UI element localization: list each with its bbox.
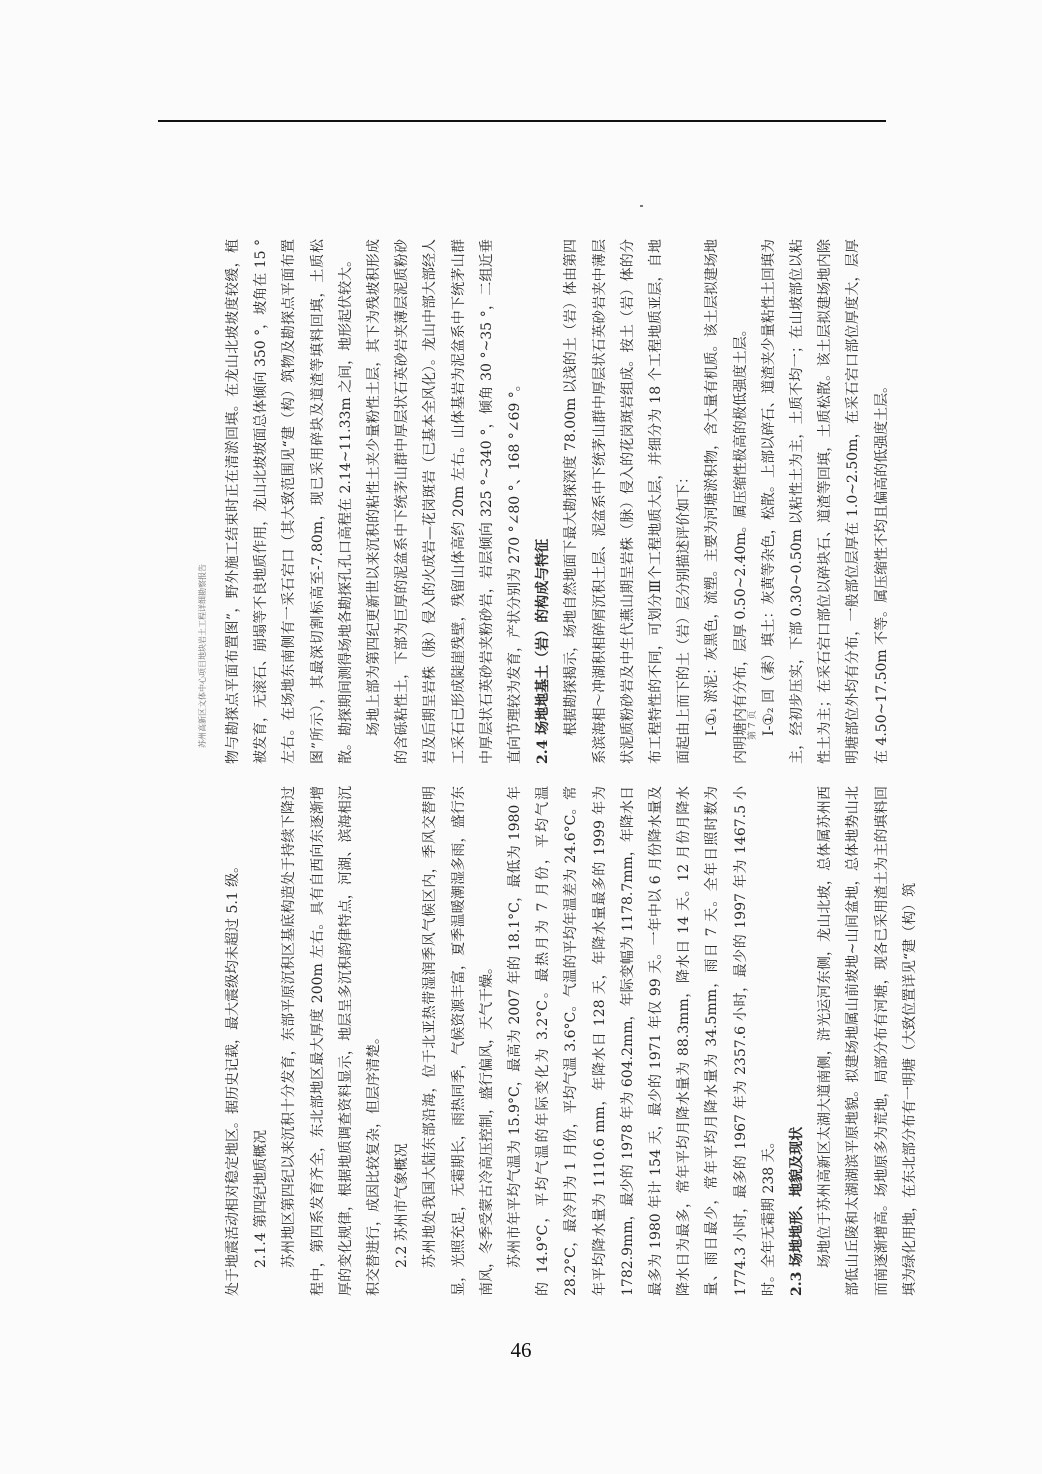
section-heading-2-4: 2.4 场地地基土（岩）的构成与特征 — [535, 538, 552, 764]
left-column — [219, 786, 924, 1296]
inner-page-number: 第 7 页 — [748, 710, 758, 740]
paragraph: 苏州地处我国大陆东部沿海，位于北亚热带湿润季风气候区内，季风交替明显，光照充足，无霜期长，雨热同季，气候资源丰富，夏季温暖潮湿多雨，盛行东南风，冬季受蒙古冷高压控制，盛行偏风，天气干燥。 — [422, 786, 495, 1296]
paragraph: Ⅰ-①₁ 淤泥：灰黑色，流塑。主要为河塘淤积物，含大量有机质。该土层拟建场地内明塘内有分布，层厚 0.50~2.40m。属压缩性极高的极低强度土层。 — [704, 239, 749, 764]
section-heading-2-3: 2.3 场地地形、地貌及现状 — [789, 1126, 806, 1296]
right-column — [219, 239, 896, 764]
section-heading-2-2: 2.2 苏州市气象概况 — [394, 1143, 411, 1268]
page-number: 46 — [510, 1338, 532, 1362]
scan-speck — [640, 205, 643, 207]
paragraph: 根据勘探揭示，场地自然地面下最大勘探深度 78.00m 以浅的土（岩）体由第四系滨海相～冲湖积相碎屑沉积土层、泥盆系中下统茅山群中厚层状石英砂岩夹中薄层状泥质粉砂岩及中生代燕山期呈岩株（脉）侵入的花岗斑岩组成。按土（岩）体的分布工程特性的不同，可划分Ⅲ个工程地质大层，并细分为 18 个工程地质亚层，自地面起由上而下的土（岩）层分别描述评价如下： — [563, 239, 693, 764]
paragraph: 物与勘探点平面布置图”，野外施工结束时正在清淤回填。在龙山北坡坡度较缓，植被发育，无滚石、崩塌等不良地质作用，龙山北坡坡面总体倾向 350 °，坡角在 15 °左右。在场地东南侧有一采石宕口（其大致范围见“建（构）筑物及勘探点平面布置图”所示），其最深切割标高至-7.80m，现已采用碎块及道渣等填料回填，土质松散。勘探期间测得场地各勘探孔孔口高程在 2.14~11.33m 之间，地形起伏较大。 — [225, 239, 354, 764]
header-rule — [158, 120, 886, 122]
paragraph: 场地位于苏州高新区太湖大道南侧，浒光运河东侧，龙山北坡，总体属苏州西部低山丘陵和太湖湖滨平原地貌。拟建场地属山前坡地~山间盆地，总体地势山北而南逐渐增高。场地原多为荒地，局部分布有河塘，现各已采用渣土为主的填料回填为绿化用地，在东北部分布有一明塘（大致位置详见“建（构）筑 — [817, 786, 918, 1296]
paragraph: Ⅰ-①₂ 回（素）填土：灰黄等杂色，松散。上部以碎石、道渣夹少量粘性土回填为主，经初步压实，下部 0.30~0.50m 以粘性土为主，土质不均一；在山坡部位以粘性土为主；在采石宕口部位以碎块石、道渣等回填，土质松散。该土层拟建场地内除明塘部位外均有分布，一般部位层厚在 1.0~2.50m，在采石宕口部位厚度大，层厚在 4.50~17.50m 不等。属压缩性不均且偏高的低强度土层。 — [760, 239, 890, 764]
rotated-report-page — [197, 238, 918, 1296]
paragraph: 场地上部为第四纪更新世以来沉积的粘性土夹少量粉性土层，其下为残坡积形成的含砾粘性土，下部为巨厚的泥盆系中下统茅山群中厚层状石英砂岩夹薄层泥质粉砂岩及后期呈岩株（脉）侵入的火成岩—花岗斑岩（已基本全风化）。龙山中部大部经人工采石已形成陡崖残壁，残留山体高约 20m 左右。山体基岩为泥盆系中下统茅山群中厚层状石英砂岩夹粉砂岩，岩层倾向 325 °~340 °，倾角 30 °~35 °，二组近垂直向节理较为发育，产状分别为 270 °∠80 °、168 °∠69 °。 — [366, 239, 524, 764]
running-header: 苏州高新区文体中心项目地块岩土工程详细勘察报告 — [198, 564, 207, 748]
paragraph: 苏州地区第四纪以来沉积十分发育，东部平原沉积区基底构造处于持续下降过程中，第四系发育齐全，东北部地区最大厚度 200m 左右。具有自西向东逐渐增厚的变化规律，根据地质调查资料显示，地层呈多沉积韵律特点，河湖、滨海相沉积交替进行，成因比较复杂，但层序清楚。 — [281, 786, 383, 1296]
section-heading-2-1-4: 2.1.4 第四纪地质概况 — [253, 1129, 270, 1268]
paragraph: 苏州市年平均气温为 15.9°C，最高为 2007 年的 18.1°C，最低为 1980 年的 14.9°C，平均气温的年际变化为 3.2°C。最热月为 7 月份，平均气温 28.2°C，最冷月为 1 月份，平均气温 3.6°C。气温的平均年温差为 24.6°C。常年平均降水量为 1110.6 mm，年降水日 128 天，年降水量最多的 1999 年为 1782.9mm，最少的 1978 年为 604.2mm，年际变幅为 1178.7mm，年降水日最多为 1980 年计 154 天，最少的 1971 年仅 99 天。一年中以 6 月份降水量及降水日为最多，常年平均月降水量为 88.3mm，降水日 14 天。12 月份月降水量、雨日最少，常年平均月降水量为 34.5mm，雨日 7 天。全年日照时数为 1774.3 小时，最多的 1967 年为 2357.6 小时，最少的 1997 年为 1467.5 小时。全年无霜期 238 天。 — [507, 786, 777, 1296]
paragraph: 处于地震活动相对稳定地区。据历史记载，最大震级均未超过 5.1 级。 — [225, 858, 241, 1296]
